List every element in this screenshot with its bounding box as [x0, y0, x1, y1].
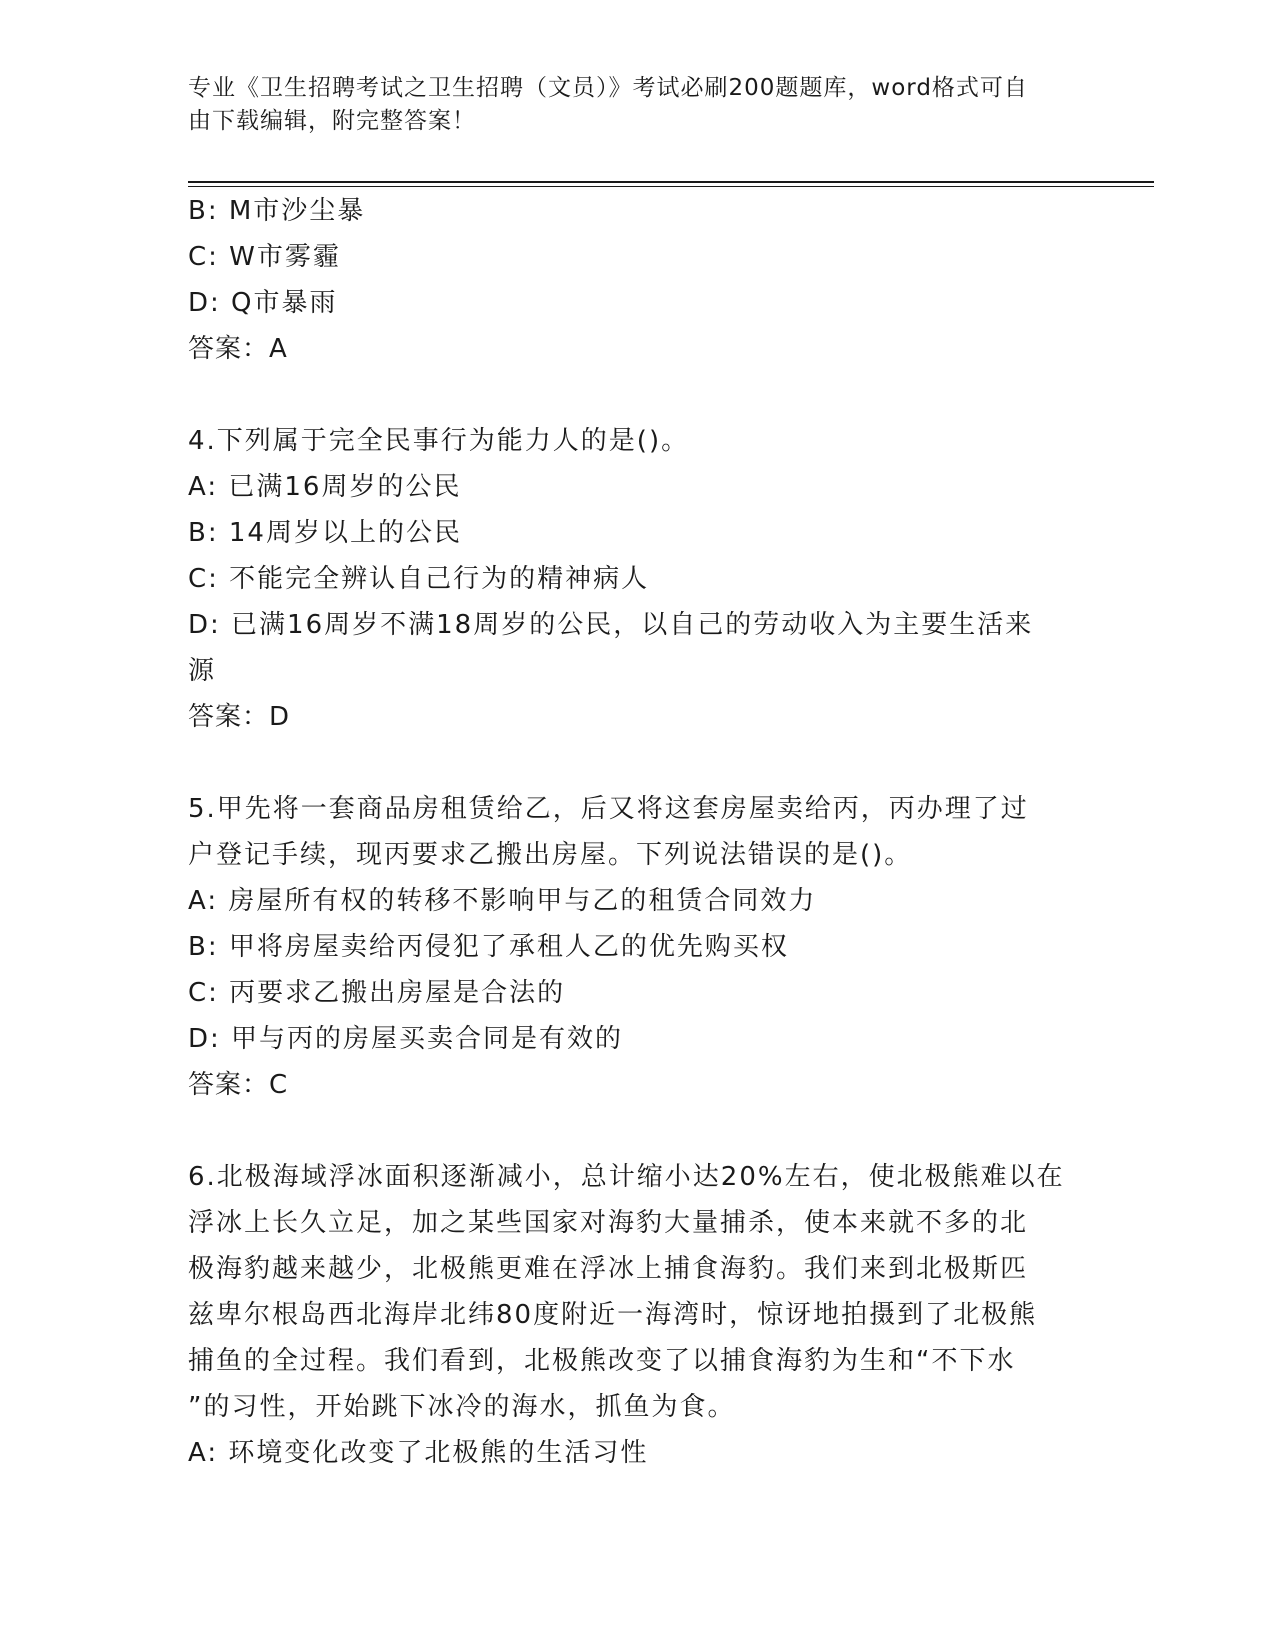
q4-option-c: C: 不能完全辨认自己行为的精神病人 — [188, 564, 650, 594]
q6-option-a: A: 环境变化改变了北极熊的生活习性 — [188, 1438, 649, 1468]
q3-option-d: D: Q市暴雨 — [188, 288, 338, 318]
q6-question-line-4: 兹卑尔根岛西北海岸北纬80度附近一海湾时，惊讶地拍摄到了北极熊 — [188, 1300, 1038, 1330]
q4-answer: 答案：D — [188, 702, 291, 732]
q6-question-line-2: 浮冰上长久立足，加之某些国家对海豹大量捕杀，使本来就不多的北 — [188, 1208, 1029, 1238]
question-3-block — [188, 188, 1088, 372]
question-content — [188, 188, 1088, 1476]
question-5-block — [188, 786, 1088, 1108]
q3-option-b: B: M市沙尘暴 — [188, 196, 366, 226]
q6-question-line-6: ”的习性，开始跳下冰冷的海水，抓鱼为食。 — [188, 1392, 736, 1422]
spacer — [188, 740, 1088, 786]
header-line-1: 专业《卫生招聘考试之卫生招聘（文员）》考试必刷200题题库，word格式可自 — [188, 75, 1028, 101]
q6-question-line-3: 极海豹越来越少，北极熊更难在浮冰上捕食海豹。我们来到北极斯匹 — [188, 1254, 1029, 1284]
q5-option-a: A: 房屋所有权的转移不影响甲与乙的租赁合同效力 — [188, 886, 817, 916]
q5-question-line-2: 户登记手续，现丙要求乙搬出房屋。下列说法错误的是()。 — [188, 840, 913, 870]
q4-option-d-line-1: D: 已满16周岁不满18周岁的公民，以自己的劳动收入为主要生活来 — [188, 610, 1034, 640]
q5-option-d: D: 甲与丙的房屋买卖合同是有效的 — [188, 1024, 624, 1054]
q6-question-line-5: 捕鱼的全过程。我们看到，北极熊改变了以捕食海豹为生和“不下水 — [188, 1346, 1016, 1376]
q4-option-a: A: 已满16周岁的公民 — [188, 472, 462, 502]
question-6-block — [188, 1154, 1088, 1476]
q3-answer: 答案：A — [188, 334, 288, 364]
spacer — [188, 1108, 1088, 1154]
question-4-block — [188, 418, 1088, 740]
q5-option-b: B: 甲将房屋卖给丙侵犯了承租人乙的优先购买权 — [188, 932, 789, 962]
q3-option-c: C: W市雾霾 — [188, 242, 341, 272]
q5-answer: 答案：C — [188, 1070, 289, 1100]
q4-option-b: B: 14周岁以上的公民 — [188, 518, 462, 548]
header-rule-thick — [188, 181, 1154, 183]
header-line-2: 由下载编辑，附完整答案！ — [188, 108, 476, 134]
q4-question: 4.下列属于完全民事行为能力人的是()。 — [188, 426, 690, 456]
q6-question-line-1: 6.北极海域浮冰面积逐渐减小，总计缩小达20%左右，使北极熊难以在 — [188, 1162, 1065, 1192]
spacer — [188, 372, 1088, 418]
header-rule-thin — [188, 186, 1154, 187]
document-header — [188, 72, 1068, 138]
q4-option-d-line-2: 源 — [188, 656, 217, 686]
q5-question-line-1: 5.甲先将一套商品房租赁给乙，后又将这套房屋卖给丙，丙办理了过 — [188, 794, 1029, 824]
q5-option-c: C: 丙要求乙搬出房屋是合法的 — [188, 978, 566, 1008]
